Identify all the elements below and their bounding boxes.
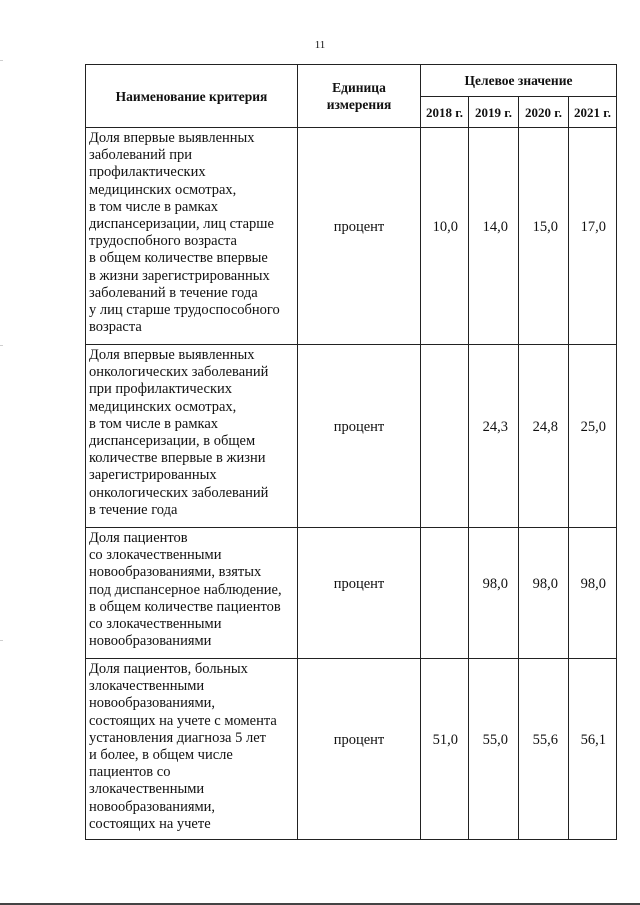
value-text: 56,1 xyxy=(580,732,607,749)
criterion-text: Доля впервые выявленных заболеваний при профилактических медицинских осмотрах, в том числе в рамках диспансеризации, лиц старше трудоспобного возраста в общем количестве впервые в жизни зарегистрированных заболеваний в течение года у лиц старше трудоспособного возраста xyxy=(89,130,280,336)
unit-text: процент xyxy=(333,419,385,436)
criterion-text: Доля пациентов со злокачественными новообразованиями, взятых под диспансерное наблюдение, в общем количестве пациентов со злокачественными новообразованиями xyxy=(89,530,282,650)
value-text: 14,0 xyxy=(482,219,508,236)
unit-cell xyxy=(298,659,421,840)
unit-text: процент xyxy=(333,219,385,236)
table-row xyxy=(86,659,617,840)
criterion-text: Доля впервые выявленных онкологических заболеваний при профилактических медицинских осмотрах, в том числе в рамках диспансеризации, в общем количестве впервые в жизни зарегистрированных онкологических заболеваний в течение года xyxy=(89,347,269,518)
page-number: 11 xyxy=(314,39,326,51)
value-2020 xyxy=(519,345,569,528)
value-text: 25,0 xyxy=(580,419,607,436)
table-row xyxy=(86,128,617,345)
header-year-2021: 2021 г. xyxy=(569,97,617,128)
unit-cell xyxy=(298,345,421,528)
value-2019 xyxy=(469,528,519,659)
value-2019 xyxy=(469,345,519,528)
criterion-text: Доля пациентов, больных злокачественными новообразованиями, состоящих на учете с момента установления диагноза 5 лет и более, в общем числе пациентов со злокачественными новообразованиями, состоящих на учете xyxy=(89,661,277,832)
value-2019 xyxy=(469,659,519,840)
header-target-value: Целевое значение xyxy=(421,65,617,97)
value-2021 xyxy=(569,659,617,840)
value-text: 98,0 xyxy=(580,576,607,593)
value-2018 xyxy=(421,128,469,345)
scan-margin-mark xyxy=(0,345,3,346)
unit-cell xyxy=(298,128,421,345)
header-criterion: Наименование критерия xyxy=(86,65,298,128)
value-text: 98,0 xyxy=(532,576,558,593)
value-text: 15,0 xyxy=(532,219,558,236)
value-2020 xyxy=(519,128,569,345)
value-2019 xyxy=(469,128,519,345)
header-year-2019: 2019 г. xyxy=(469,97,519,128)
value-text: 55,0 xyxy=(482,732,508,749)
unit-cell xyxy=(298,528,421,659)
scan-margin-mark xyxy=(0,640,3,641)
value-text: 17,0 xyxy=(580,219,607,236)
value-text: 10,0 xyxy=(432,219,458,236)
value-text: 98,0 xyxy=(482,576,508,593)
value-text: 24,8 xyxy=(532,419,558,436)
criteria-table xyxy=(85,64,617,840)
header-year-2020: 2020 г. xyxy=(519,97,569,128)
unit-text: процент xyxy=(333,576,385,593)
value-2020 xyxy=(519,659,569,840)
value-2021 xyxy=(569,345,617,528)
value-2020 xyxy=(519,528,569,659)
value-2021 xyxy=(569,528,617,659)
value-2018 xyxy=(421,659,469,840)
value-2018 xyxy=(421,528,469,659)
criterion-cell xyxy=(86,528,298,659)
criterion-cell xyxy=(86,659,298,840)
criterion-cell xyxy=(86,128,298,345)
criterion-cell xyxy=(86,345,298,528)
table-row xyxy=(86,345,617,528)
value-text: 24,3 xyxy=(482,419,508,436)
value-2018 xyxy=(421,345,469,528)
header-year-2018: 2018 г. xyxy=(421,97,469,128)
header-unit: Единица измерения xyxy=(298,65,421,128)
scan-margin-mark xyxy=(0,60,3,61)
table-row xyxy=(86,528,617,659)
unit-text: процент xyxy=(333,732,385,749)
value-text: 55,6 xyxy=(532,732,558,749)
value-2021 xyxy=(569,128,617,345)
value-text: 51,0 xyxy=(432,732,458,749)
